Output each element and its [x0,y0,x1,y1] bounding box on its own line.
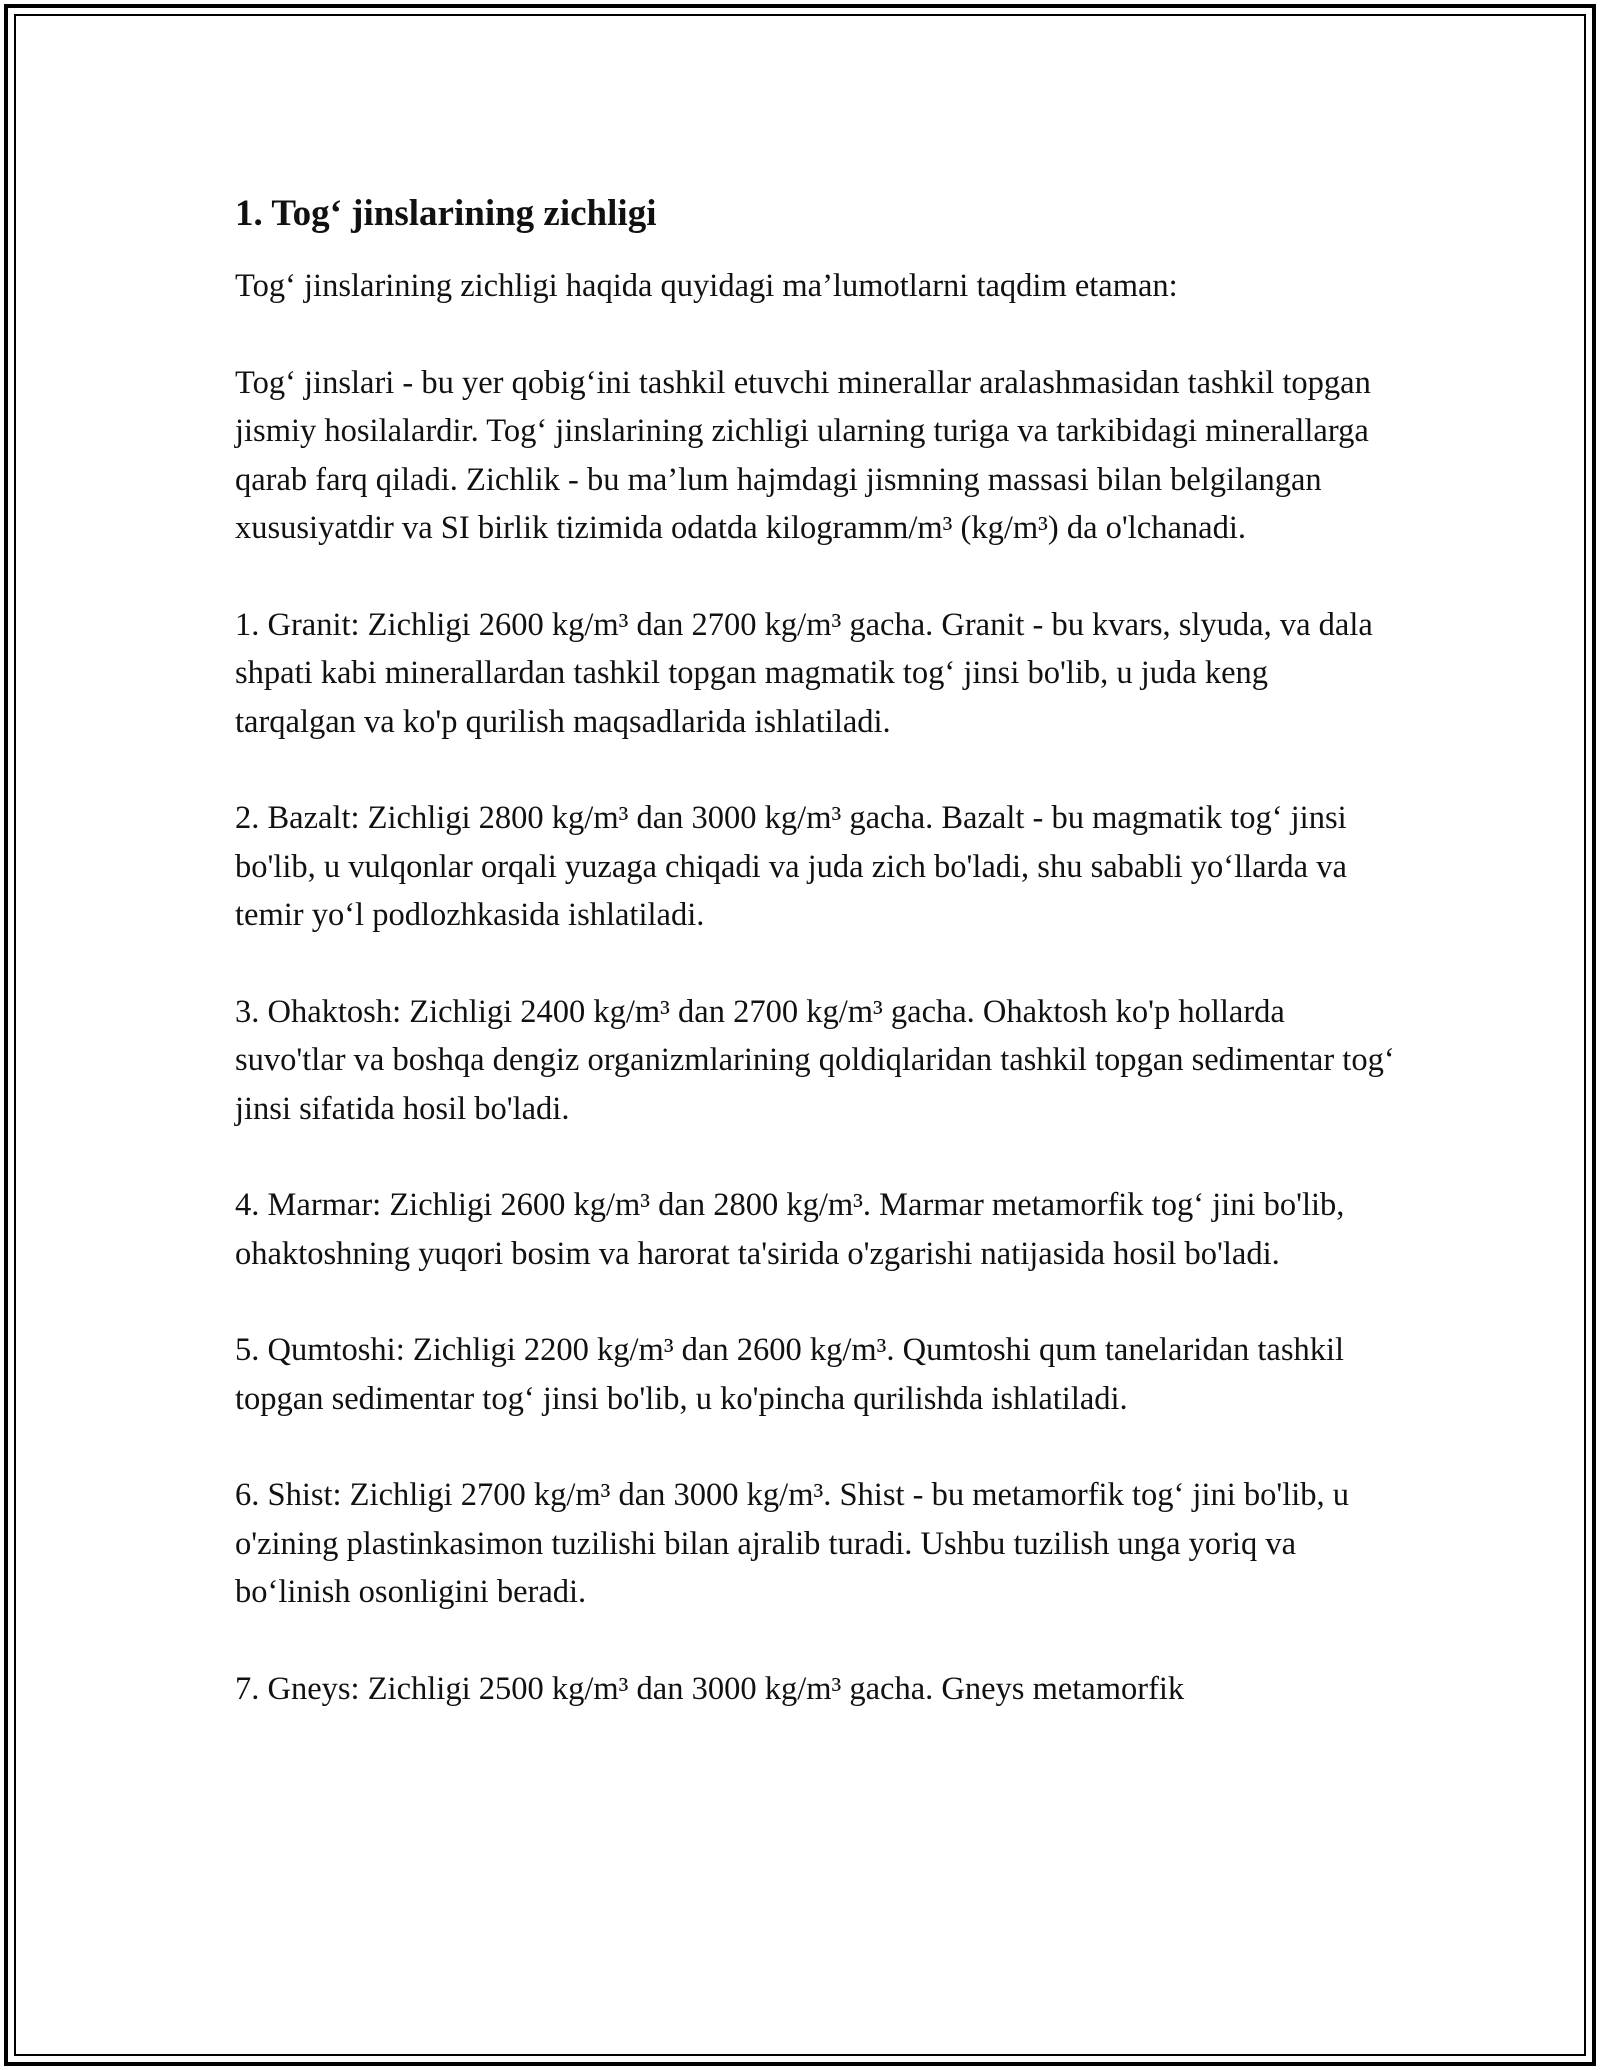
intro-paragraph: Tog‘ jinslarining zichligi haqida quyidagi ma’lumotlarni taqdim etaman: [235,268,1178,304]
document-body [235,188,1395,1761]
document-heading: 1. Tog‘ jinslarining zichligi [235,193,657,234]
list-item-marble: 4. Marmar: Zichligi 2600 kg/m³ dan 2800 kg/m³. Marmar metamorfik tog‘ jini bo'lib, ohaktoshning yuqori bosim va harorat ta'sirida o'zgarishi natijasida hosil bo'ladi. [235,1187,1345,1272]
definition-paragraph: Tog‘ jinslari - bu yer qobig‘ini tashkil etuvchi minerallar aralashmasidan tashkil topgan jismiy hosilalardir. Tog‘ jinslarining zichligi ularning turiga va tarkibidagi minerallarga qarab farq qiladi. Zichlik - bu ma’lum hajmdagi jismning massasi bilan belgilangan xususiyatdir va SI birlik tizimida odatda kilogramm/m³ (kg/m³) da o'lchanadi. [235,364,1371,546]
list-item-granite: 1. Granit: Zichligi 2600 kg/m³ dan 2700 kg/m³ gacha. Granit - bu kvars, slyuda, va dala shpati kabi minerallardan tashkil topgan magmatik tog‘ jinsi bo'lib, u juda keng tarqalgan va ko'p qurilish maqsadlarida ishlatiladi. [235,606,1373,740]
list-item-limestone: 3. Ohaktosh: Zichligi 2400 kg/m³ dan 2700 kg/m³ gacha. Ohaktosh ko'p hollarda suvo'tlar va boshqa dengiz organizmlarining qoldiqlaridan tashkil topgan sedimentar tog‘ jinsi sifatida hosil bo'ladi. [235,993,1395,1127]
list-item-basalt: 2. Bazalt: Zichligi 2800 kg/m³ dan 3000 kg/m³ gacha. Bazalt - bu magmatik tog‘ jinsi bo'lib, u vulqonlar orqali yuzaga chiqadi va juda zich bo'ladi, shu sababli yo‘llarda va temir yo‘l podlozhkasida ishlatiladi. [235,800,1347,933]
list-item-sandstone: 5. Qumtoshi: Zichligi 2200 kg/m³ dan 2600 kg/m³. Qumtoshi qum tanelaridan tashkil topgan sedimentar tog‘ jinsi bo'lib, u ko'pincha qurilishda ishlatiladi. [235,1332,1345,1417]
list-item-gneiss: 7. Gneys: Zichligi 2500 kg/m³ dan 3000 kg/m³ gacha. Gneys metamorfik [235,1670,1185,1707]
list-item-schist: 6. Shist: Zichligi 2700 kg/m³ dan 3000 kg/m³. Shist - bu metamorfik tog‘ jini bo'lib, u o'zining plastinkasimon tuzilishi bilan ajralib turadi. Ushbu tuzilish unga yoriq va bo‘linish osonligini beradi. [235,1477,1350,1610]
